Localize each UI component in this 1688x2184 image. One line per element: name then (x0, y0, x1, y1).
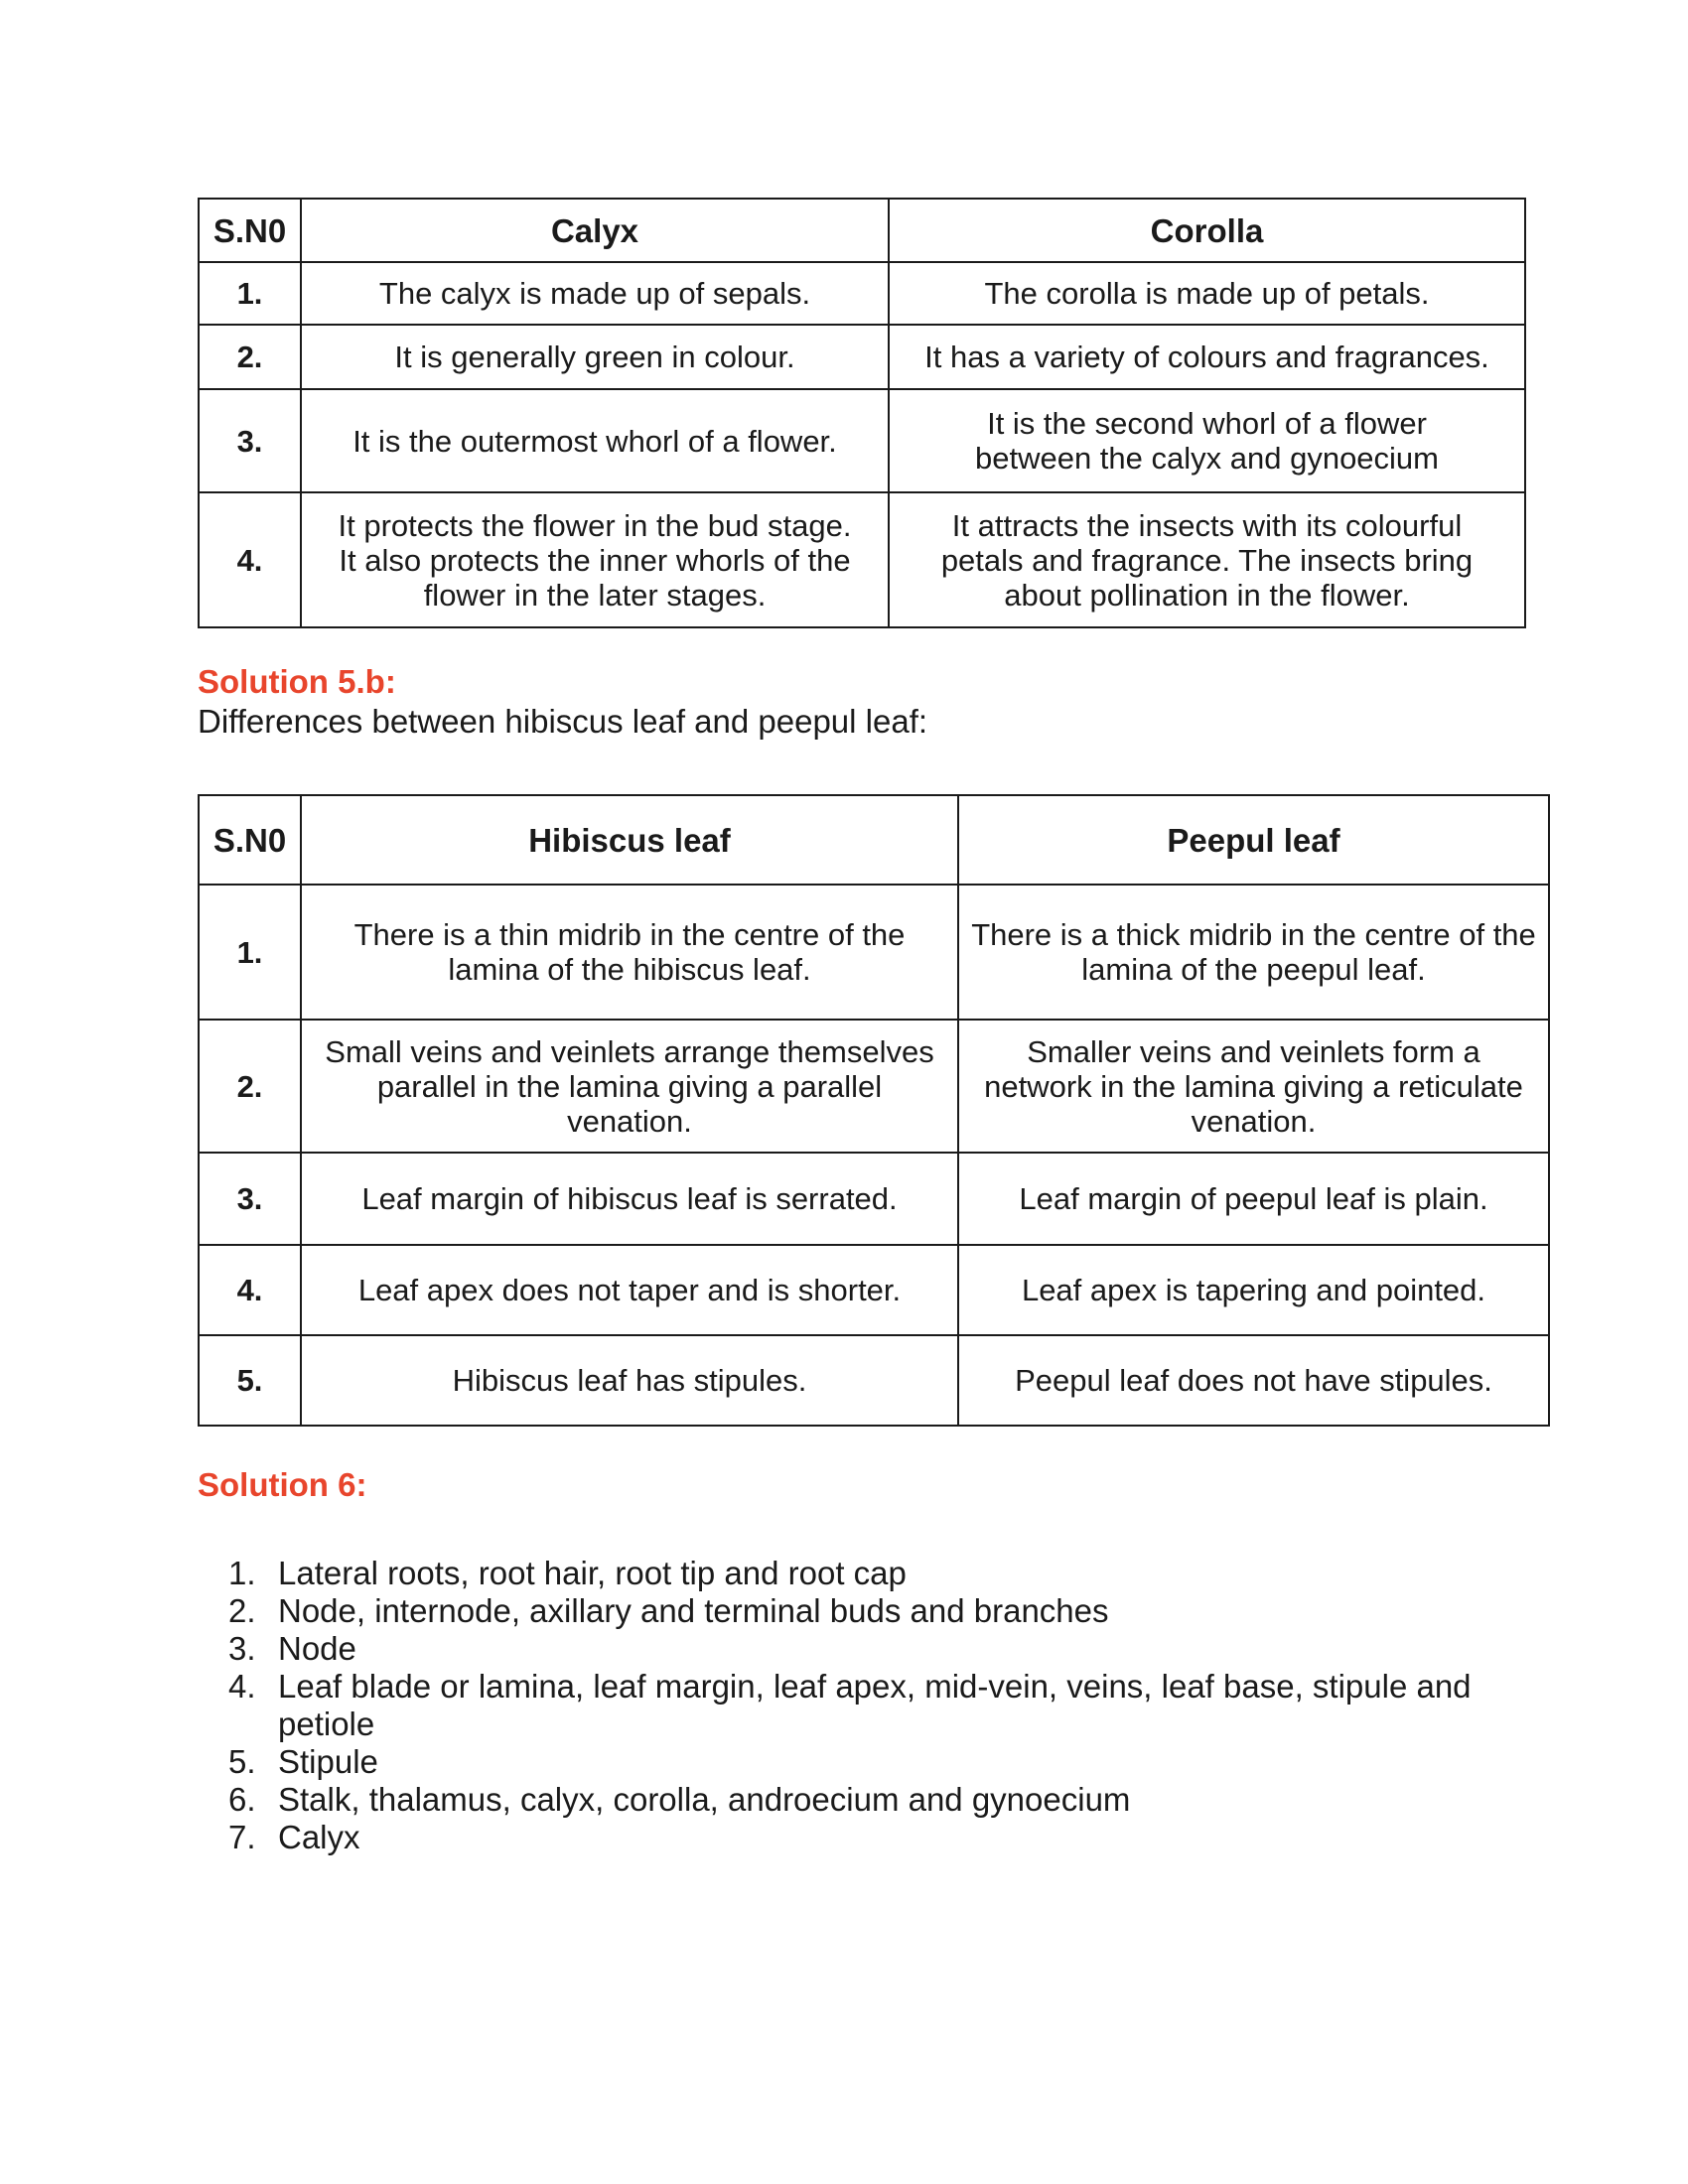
table-row (199, 389, 1525, 492)
list-item (228, 1555, 1509, 1592)
list-item (228, 1668, 1509, 1743)
list-item-text: Stalk, thalamus, calyx, corolla, androecium and gynoecium (278, 1781, 1131, 1818)
header-calyx: Calyx (301, 199, 889, 262)
peepul-cell: Leaf margin of peepul leaf is plain. (958, 1153, 1549, 1245)
table-row (199, 885, 1549, 1020)
row-number: 3. (199, 389, 301, 492)
list-item-number: 6. (228, 1781, 256, 1818)
list-item-text: Node (278, 1630, 356, 1667)
row-number: 2. (199, 325, 301, 389)
list-item (228, 1743, 1509, 1781)
table-header-row (199, 795, 1549, 885)
table-row (199, 1335, 1549, 1426)
table-row (199, 1153, 1549, 1245)
calyx-cell: It is generally green in colour. (301, 325, 889, 389)
list-item-number: 2. (228, 1592, 256, 1629)
list-item-number: 3. (228, 1630, 256, 1667)
row-number: 5. (199, 1335, 301, 1426)
header-corolla: Corolla (889, 199, 1525, 262)
corolla-cell: It is the second whorl of a flower between the calyx and gynoecium (889, 389, 1525, 492)
header-sno: S.N0 (199, 795, 301, 885)
hibiscus-cell: Leaf apex does not taper and is shorter. (301, 1245, 958, 1335)
list-item-number: 4. (228, 1668, 256, 1705)
corolla-cell: It attracts the insects with its colourful petals and fragrance. The insects bring about pollination in the flower. (889, 492, 1525, 627)
list-item (228, 1592, 1509, 1630)
row-number: 4. (199, 492, 301, 627)
hibiscus-cell: Hibiscus leaf has stipules. (301, 1335, 958, 1426)
solution-6-heading: Solution 6: (198, 1466, 367, 1503)
list-item-text: Stipule (278, 1743, 378, 1780)
peepul-cell: Peepul leaf does not have stipules. (958, 1335, 1549, 1426)
list-item-number: 5. (228, 1743, 256, 1780)
list-item (228, 1819, 1509, 1856)
hibiscus-cell: There is a thin midrib in the centre of the lamina of the hibiscus leaf. (301, 885, 958, 1020)
hibiscus-cell: Small veins and veinlets arrange themselves parallel in the lamina giving a parallel venation. (301, 1020, 958, 1153)
table-row (199, 262, 1525, 325)
table-row (199, 1020, 1549, 1153)
solution-5b-heading: Solution 5.b: (198, 663, 396, 700)
row-number: 2. (199, 1020, 301, 1153)
solution-5b-intro: Differences between hibiscus leaf and peepul leaf: (198, 703, 928, 740)
list-item (228, 1630, 1509, 1668)
table-row (199, 1245, 1549, 1335)
list-item-text: Lateral roots, root hair, root tip and root cap (278, 1555, 907, 1591)
peepul-cell: Smaller veins and veinlets form a network in the lamina giving a reticulate venation. (958, 1020, 1549, 1153)
corolla-cell: The corolla is made up of petals. (889, 262, 1525, 325)
peepul-cell: Leaf apex is tapering and pointed. (958, 1245, 1549, 1335)
table-header-row (199, 199, 1525, 262)
header-sno: S.N0 (199, 199, 301, 262)
hibiscus-cell: Leaf margin of hibiscus leaf is serrated. (301, 1153, 958, 1245)
list-item-number: 7. (228, 1819, 256, 1855)
list-item-text: Calyx (278, 1819, 360, 1855)
header-hibiscus: Hibiscus leaf (301, 795, 958, 885)
list-item-text: Node, internode, axillary and terminal buds and branches (278, 1592, 1109, 1629)
calyx-cell: It protects the flower in the bud stage. It also protects the inner whorls of the flower in the later stages. (301, 492, 889, 627)
table-row (199, 325, 1525, 389)
corolla-cell: It has a variety of colours and fragrances. (889, 325, 1525, 389)
peepul-cell: There is a thick midrib in the centre of the lamina of the peepul leaf. (958, 885, 1549, 1020)
table-row (199, 492, 1525, 627)
hibiscus-peepul-table (198, 794, 1550, 1427)
list-item-text: Leaf blade or lamina, leaf margin, leaf apex, mid-vein, veins, leaf base, stipule and petiole (278, 1668, 1472, 1742)
list-item-number: 1. (228, 1555, 256, 1591)
calyx-cell: It is the outermost whorl of a flower. (301, 389, 889, 492)
row-number: 1. (199, 262, 301, 325)
calyx-corolla-table (198, 198, 1526, 628)
list-item (228, 1781, 1509, 1819)
calyx-cell: The calyx is made up of sepals. (301, 262, 889, 325)
solution-6-list (228, 1555, 1509, 1856)
row-number: 1. (199, 885, 301, 1020)
row-number: 3. (199, 1153, 301, 1245)
header-peepul: Peepul leaf (958, 795, 1549, 885)
row-number: 4. (199, 1245, 301, 1335)
